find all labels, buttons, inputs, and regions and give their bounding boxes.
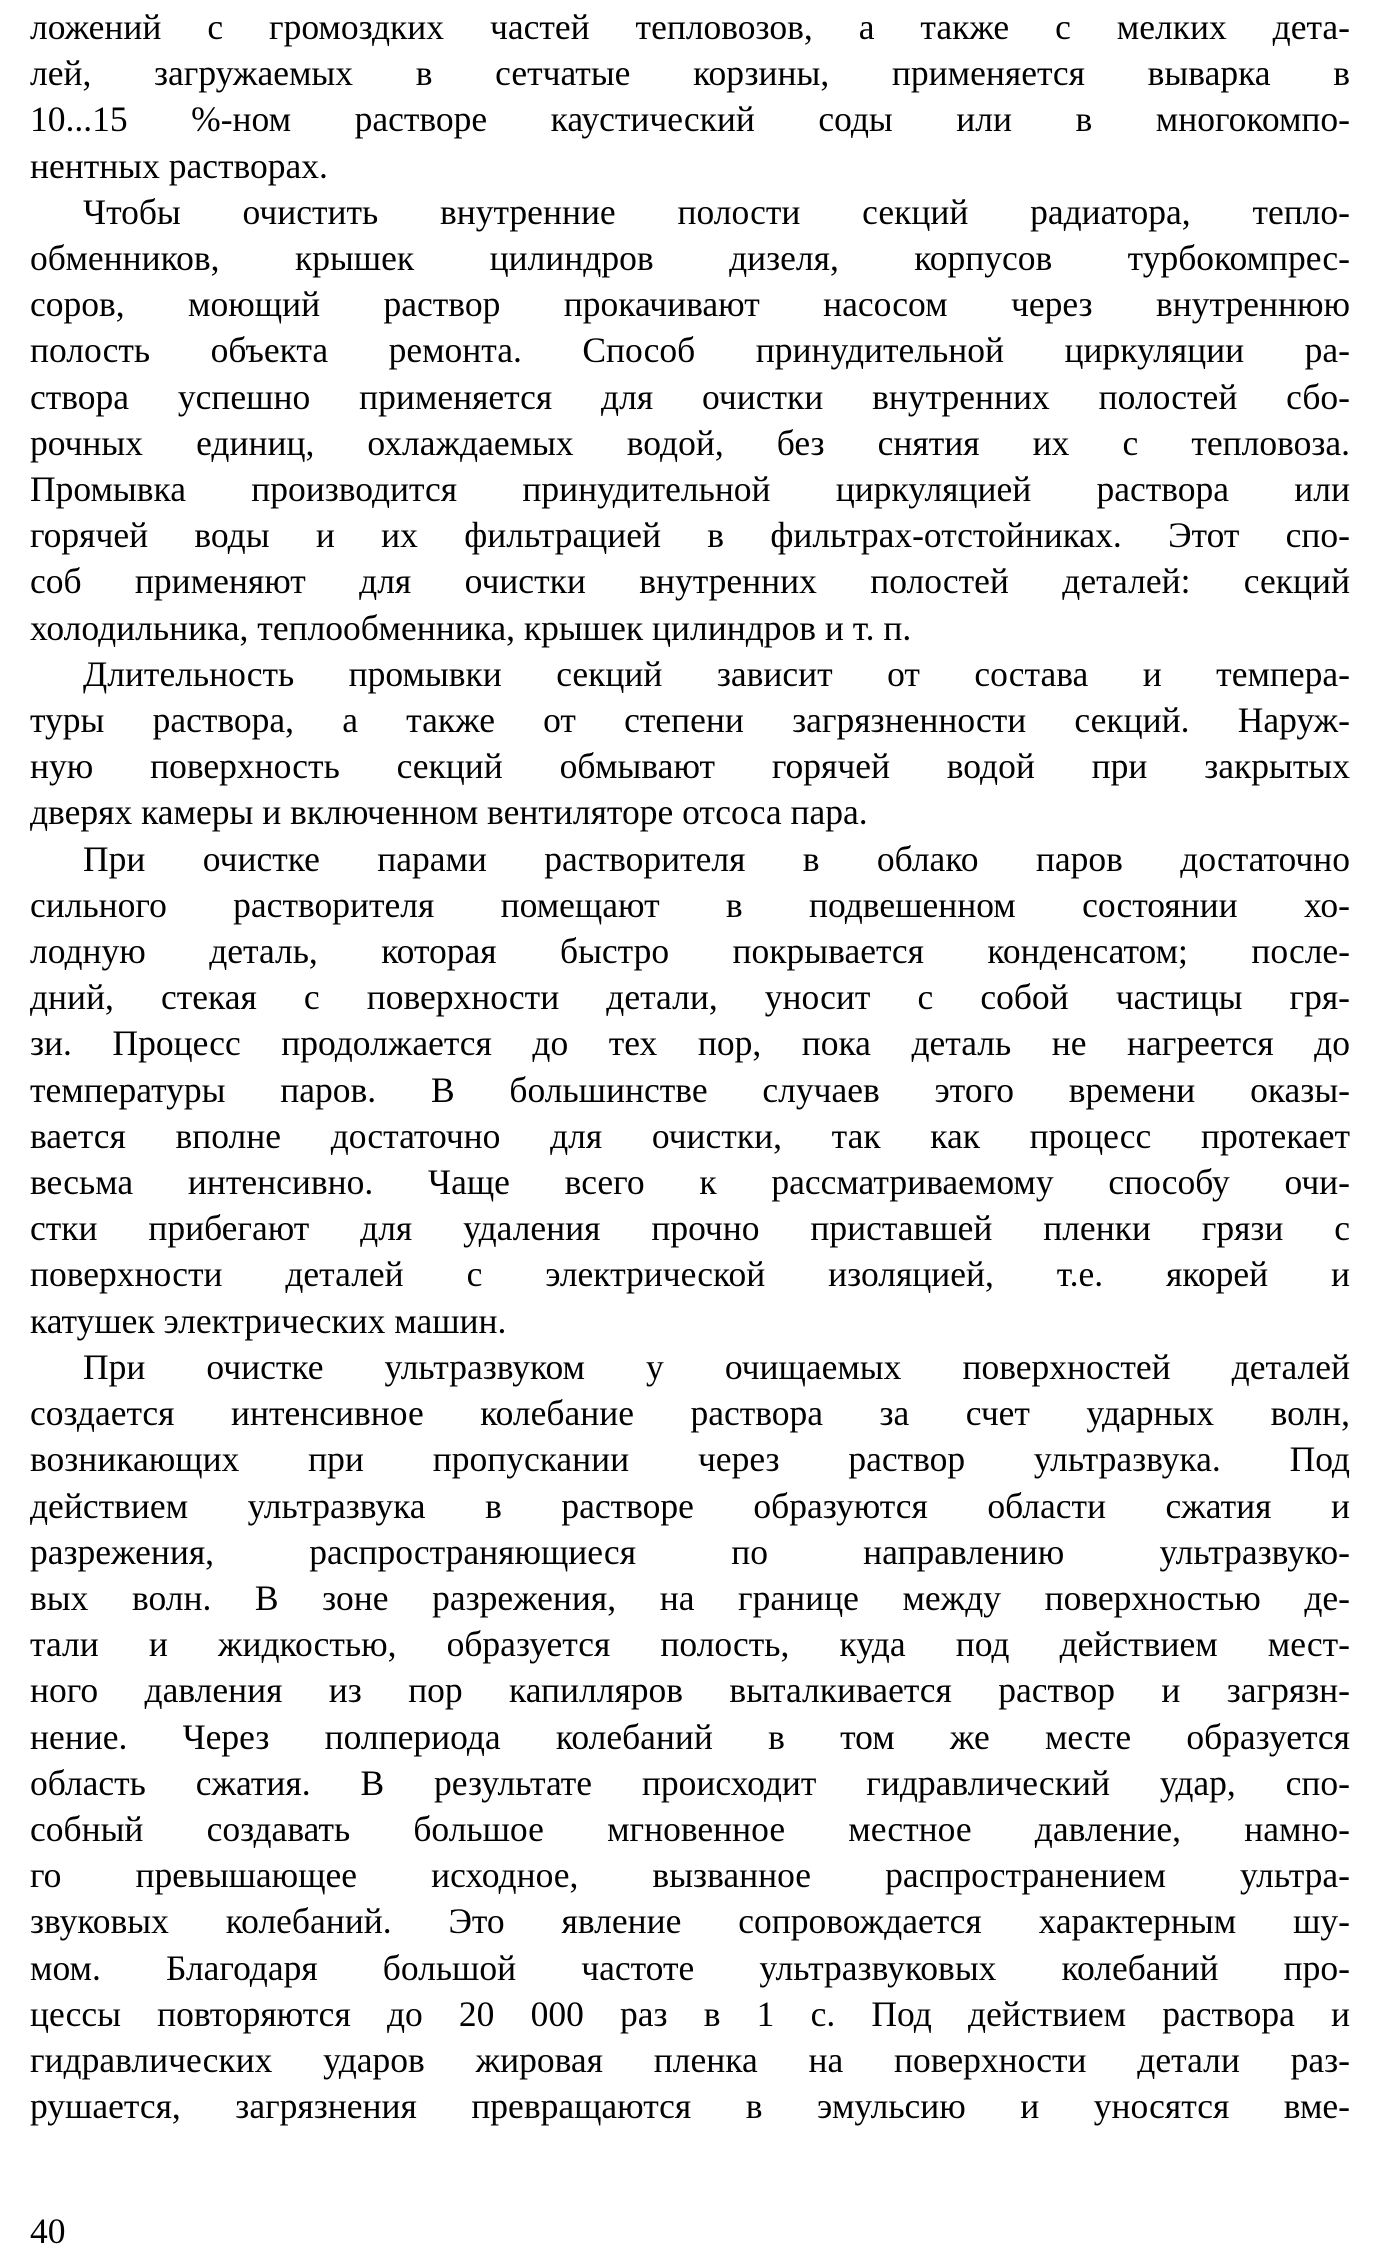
text-line: туры раствора, а также от степени загрязненности секций. Наруж- [30,700,1350,741]
text-line: нентных растворах. [30,145,328,186]
text-line: соб применяют для очистки внутренних полостей деталей: секций [30,561,1350,602]
text-line: При очистке парами растворителя в облако паров достаточно [83,838,1350,879]
text-line: стки прибегают для удаления прочно приставшей пленки грязи с [30,1208,1350,1249]
text-line: звуковых колебаний. Это явление сопровождается характерным шу- [30,1901,1350,1942]
text-line: действием ультразвука в растворе образуются области сжатия и [30,1485,1350,1526]
paragraph-washing-duration [30,651,1350,836]
text-line: вается вполне достаточно для очистки, так как процесс протекает [30,1115,1350,1156]
text-line: Промывка производится принудительной циркуляцией раствора или [30,469,1350,510]
text-line: создается интенсивное колебание раствора за счет ударных волн, [30,1393,1350,1434]
text-line: ного давления из пор капилляров выталкивается раствор и загрязн- [30,1670,1350,1711]
text-line: лей, загружаемых в сетчатые корзины, применяется выварка в [30,53,1350,94]
text-line: 10...15 %-ном растворе каустический соды или в многокомпо- [30,99,1350,140]
text-line: го превышающее исходное, вызванное распространением ультра- [30,1855,1350,1896]
text-line: катушек электрических машин. [30,1300,507,1341]
text-line: дверях камеры и включенном вентиляторе отсоса пара. [30,792,868,833]
text-line: полость объекта ремонта. Способ принудительной циркуляции ра- [30,330,1350,371]
paragraph-internal-cavities [30,189,1350,651]
text-line: температуры паров. В большинстве случаев этого времени оказы- [30,1069,1350,1110]
text-line: тали и жидкостью, образуется полость, куда под действием мест- [30,1624,1350,1665]
text-line: разрежения, распространяющиеся по направлению ультразвуко- [30,1531,1350,1572]
text-line: возникающих при пропускании через раствор ультразвука. Под [30,1439,1350,1480]
text-line: вых волн. В зоне разрежения, на границе между поверхностью де- [30,1577,1350,1618]
text-line: цессы повторяются до 20 000 раз в 1 с. Под действием раствора и [30,1993,1350,2034]
text-line: лодную деталь, которая быстро покрывается конденсатом; после- [30,931,1350,972]
document-page [30,4,1350,2129]
text-line: Чтобы очистить внутренние полости секций радиатора, тепло- [83,191,1350,232]
text-line: обменников, крышек цилиндров дизеля, корпусов турбокомпрес- [30,238,1350,279]
text-line: рочных единиц, охлаждаемых водой, без снятия их с тепловоза. [30,422,1350,463]
paragraph-solvent-vapor [30,836,1350,1344]
text-line: ную поверхность секций обмывают горячей водой при закрытых [30,746,1350,787]
page-number: 40 [30,2211,66,2251]
text-line: дний, стекая с поверхности детали, уносит с собой частицы гря- [30,977,1350,1018]
text-line: соров, моющий раствор прокачивают насосом через внутреннюю [30,284,1350,325]
text-line: весьма интенсивно. Чаще всего к рассматриваемому способу очи- [30,1162,1350,1203]
text-line: зи. Процесс продолжается до тех пор, пока деталь не нагреется до [30,1023,1350,1064]
text-line: При очистке ультразвуком у очищаемых поверхностей деталей [83,1346,1350,1387]
text-line: створа успешно применяется для очистки внутренних полостей сбо- [30,376,1350,417]
paragraph-caustic-soda [30,4,1350,189]
text-line: сильного растворителя помещают в подвешенном состоянии хо- [30,884,1350,925]
text-line: ложений с громоздких частей тепловозов, а также с мелких дета- [30,7,1350,47]
text-line: собный создавать большое мгновенное местное давление, намно- [30,1808,1350,1849]
text-line: горячей воды и их фильтрацией в фильтрах-отстойниках. Этот спо- [30,515,1350,556]
paragraph-ultrasound [30,1344,1350,2129]
text-line: гидравлических ударов жировая пленка на поверхности детали раз- [30,2039,1350,2080]
text-line: мом. Благодаря большой частоте ультразвуковых колебаний про- [30,1947,1350,1988]
text-line: поверхности деталей с электрической изоляцией, т.е. якорей и [30,1254,1350,1295]
text-line: нение. Через полпериода колебаний в том же месте образуется [30,1716,1350,1757]
text-line: область сжатия. В результате происходит гидравлический удар, спо- [30,1762,1350,1803]
text-line: Длительность промывки секций зависит от состава и темпера- [83,653,1350,694]
text-line: рушается, загрязнения превращаются в эмульсию и уносятся вме- [30,2086,1350,2127]
text-line: холодильника, теплообменника, крышек цилиндров и т. п. [30,607,912,648]
